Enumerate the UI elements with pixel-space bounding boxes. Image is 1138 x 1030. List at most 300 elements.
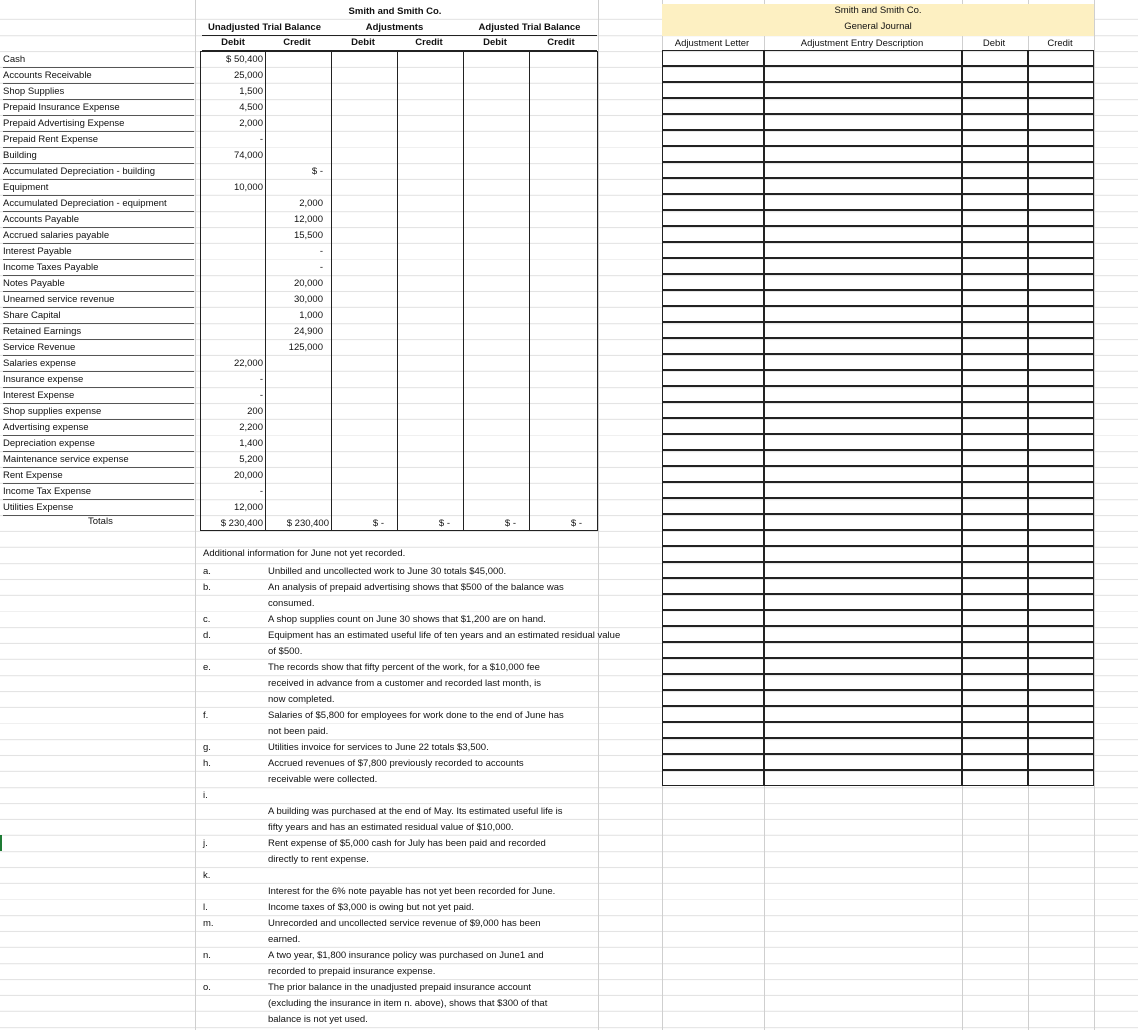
unadj-credit-cell bbox=[268, 388, 323, 403]
journal-description-cell[interactable] bbox=[764, 322, 962, 338]
info-item-text: A two year, $1,800 insurance policy was purchased on June1 and bbox=[268, 950, 544, 961]
unadj-debit-cell bbox=[202, 164, 263, 179]
journal-description-cell[interactable] bbox=[764, 178, 962, 194]
journal-debit-cell[interactable] bbox=[962, 738, 1028, 754]
journal-letter-cell[interactable] bbox=[662, 546, 764, 562]
account-name: Accounts Payable bbox=[3, 212, 194, 228]
journal-description-cell[interactable] bbox=[764, 754, 962, 770]
unadj-debit-cell: $ 50,400 bbox=[226, 54, 263, 65]
info-item-text: consumed. bbox=[268, 598, 315, 609]
journal-letter-cell[interactable] bbox=[662, 98, 764, 114]
journal-letter-cell[interactable] bbox=[662, 290, 764, 306]
unadj-debit-cell: 25,000 bbox=[233, 70, 263, 81]
journal-letter-cell[interactable] bbox=[662, 770, 764, 786]
journal-credit-cell[interactable] bbox=[1028, 194, 1094, 210]
journal-credit-cell[interactable] bbox=[1028, 562, 1094, 578]
journal-letter-cell[interactable] bbox=[662, 274, 764, 290]
journal-debit-cell[interactable] bbox=[962, 290, 1028, 306]
unadj-credit-cell bbox=[268, 180, 323, 195]
journal-credit-cell[interactable] bbox=[1028, 578, 1094, 594]
journal-description-cell[interactable] bbox=[764, 306, 962, 322]
journal-letter-cell[interactable] bbox=[662, 514, 764, 530]
unadj-credit-cell bbox=[268, 484, 323, 499]
info-item-text: recorded to prepaid insurance expense. bbox=[268, 966, 436, 977]
journal-letter-cell[interactable] bbox=[662, 258, 764, 274]
journal-letter-cell[interactable] bbox=[662, 162, 764, 178]
journal-debit-cell[interactable] bbox=[962, 658, 1028, 674]
journal-credit-cell[interactable] bbox=[1028, 418, 1094, 434]
info-item-letter: n. bbox=[203, 950, 211, 961]
journal-letter-cell[interactable] bbox=[662, 706, 764, 722]
journal-debit-cell[interactable] bbox=[962, 258, 1028, 274]
unadj-debit-cell bbox=[202, 340, 263, 355]
journal-letter-cell[interactable] bbox=[662, 690, 764, 706]
unadj-credit-cell bbox=[268, 68, 323, 83]
journal-description-cell[interactable] bbox=[764, 690, 962, 706]
journal-debit-cell[interactable] bbox=[962, 338, 1028, 354]
journal-credit-cell[interactable] bbox=[1028, 242, 1094, 258]
journal-debit-cell[interactable] bbox=[962, 546, 1028, 562]
info-item-letter: e. bbox=[203, 662, 211, 673]
info-item-letter: h. bbox=[203, 758, 211, 769]
info-item-letter: l. bbox=[203, 902, 208, 913]
journal-letter-cell[interactable] bbox=[662, 754, 764, 770]
journal-credit-cell[interactable] bbox=[1028, 322, 1094, 338]
journal-letter-cell[interactable] bbox=[662, 578, 764, 594]
adj-credit-header: Credit bbox=[415, 37, 443, 48]
journal-description-cell[interactable] bbox=[764, 418, 962, 434]
info-item-text: Interest for the 6% note payable has not yet been recorded for June. bbox=[268, 886, 556, 897]
journal-credit-cell[interactable] bbox=[1028, 690, 1094, 706]
unadj-credit-cell bbox=[268, 356, 323, 371]
unadj-debit-cell bbox=[202, 292, 263, 307]
journal-letter-cell[interactable] bbox=[662, 402, 764, 418]
account-name: Income Taxes Payable bbox=[3, 260, 194, 276]
journal-letter-cell[interactable] bbox=[662, 562, 764, 578]
journal-credit-cell[interactable] bbox=[1028, 770, 1094, 786]
account-name: Unearned service revenue bbox=[3, 292, 194, 308]
journal-description-cell[interactable] bbox=[764, 642, 962, 658]
journal-credit-cell[interactable] bbox=[1028, 482, 1094, 498]
journal-letter-cell[interactable] bbox=[662, 434, 764, 450]
journal-description-cell[interactable] bbox=[764, 210, 962, 226]
account-name: Accrued salaries payable bbox=[3, 228, 194, 244]
account-name: Accumulated Depreciation - equipment bbox=[3, 196, 194, 212]
journal-letter-cell[interactable] bbox=[662, 194, 764, 210]
account-name: Insurance expense bbox=[3, 372, 194, 388]
account-name: Income Tax Expense bbox=[3, 484, 194, 500]
journal-debit-cell[interactable] bbox=[962, 386, 1028, 402]
journal-description-cell[interactable] bbox=[764, 610, 962, 626]
journal-letter-cell[interactable] bbox=[662, 226, 764, 242]
journal-credit-cell[interactable] bbox=[1028, 642, 1094, 658]
unadj-debit-cell: - bbox=[259, 134, 263, 145]
journal-debit-cell[interactable] bbox=[962, 354, 1028, 370]
journal-description-cell[interactable] bbox=[764, 466, 962, 482]
journal-description-cell[interactable] bbox=[764, 114, 962, 130]
info-item-letter: a. bbox=[203, 566, 211, 577]
info-item-text: Accrued revenues of $7,800 previously recorded to accounts bbox=[268, 758, 524, 769]
journal-description-cell[interactable] bbox=[764, 770, 962, 786]
account-name: Prepaid Advertising Expense bbox=[3, 116, 194, 132]
journal-debit-cell[interactable] bbox=[962, 130, 1028, 146]
info-item-text: The records show that fifty percent of the work, for a $10,000 fee bbox=[268, 662, 540, 673]
total-adj-credit: $ - bbox=[438, 518, 450, 529]
journal-description-cell[interactable] bbox=[764, 546, 962, 562]
account-name: Maintenance service expense bbox=[3, 452, 194, 468]
journal-credit-cell[interactable] bbox=[1028, 514, 1094, 530]
journal-debit-cell[interactable] bbox=[962, 162, 1028, 178]
account-name: Accounts Receivable bbox=[3, 68, 194, 84]
info-item-letter: f. bbox=[203, 710, 209, 721]
journal-description-cell[interactable] bbox=[764, 674, 962, 690]
journal-description-cell[interactable] bbox=[764, 386, 962, 402]
journal-title: General Journal bbox=[844, 21, 912, 32]
journal-credit-cell[interactable] bbox=[1028, 546, 1094, 562]
journal-letter-cell[interactable] bbox=[662, 658, 764, 674]
journal-credit-cell[interactable] bbox=[1028, 434, 1094, 450]
journal-credit-cell[interactable] bbox=[1028, 290, 1094, 306]
journal-credit-cell[interactable] bbox=[1028, 146, 1094, 162]
unadj-credit-cell: 24,900 bbox=[293, 326, 323, 337]
journal-letter-cell[interactable] bbox=[662, 82, 764, 98]
total-unadj-credit: $ 230,400 bbox=[286, 518, 329, 529]
info-item-text: balance is not yet used. bbox=[268, 1014, 368, 1025]
journal-description-cell[interactable] bbox=[764, 50, 962, 66]
unadj-debit-header: Debit bbox=[221, 37, 245, 48]
grid-column-line bbox=[598, 0, 599, 1030]
journal-description-cell[interactable] bbox=[764, 226, 962, 242]
journal-letter-cell[interactable] bbox=[662, 530, 764, 546]
journal-description-cell[interactable] bbox=[764, 274, 962, 290]
unadj-credit-cell bbox=[268, 132, 323, 147]
info-item-text: Equipment has an estimated useful life of ten years and an estimated residual value bbox=[268, 630, 621, 641]
journal-description-cell[interactable] bbox=[764, 162, 962, 178]
journal-description-cell[interactable] bbox=[764, 626, 962, 642]
unadj-debit-cell: 1,500 bbox=[239, 86, 263, 97]
journal-credit-cell[interactable] bbox=[1028, 370, 1094, 386]
unadj-debit-cell: - bbox=[259, 374, 263, 385]
unadj-debit-cell bbox=[202, 308, 263, 323]
journal-description-cell[interactable] bbox=[764, 706, 962, 722]
journal-credit-cell[interactable] bbox=[1028, 706, 1094, 722]
journal-letter-cell[interactable] bbox=[662, 66, 764, 82]
journal-letter-cell[interactable] bbox=[662, 114, 764, 130]
journal-debit-cell[interactable] bbox=[962, 370, 1028, 386]
account-name: Prepaid Insurance Expense bbox=[3, 100, 194, 116]
atb-credit-header: Credit bbox=[547, 37, 575, 48]
unadj-credit-cell: - bbox=[319, 262, 323, 273]
unadj-debit-cell: 20,000 bbox=[233, 470, 263, 481]
journal-debit-cell[interactable] bbox=[962, 226, 1028, 242]
journal-letter-cell[interactable] bbox=[662, 50, 764, 66]
unadj-credit-cell bbox=[268, 452, 323, 467]
unadjusted-trial-balance-header: Unadjusted Trial Balance bbox=[208, 22, 321, 33]
info-item-text: received in advance from a customer and recorded last month, is bbox=[268, 678, 541, 689]
journal-description-cell[interactable] bbox=[764, 498, 962, 514]
info-item-text: fifty years and has an estimated residual value of $10,000. bbox=[268, 822, 514, 833]
unadj-debit-cell: 74,000 bbox=[233, 150, 263, 161]
journal-debit-cell[interactable] bbox=[962, 274, 1028, 290]
unadj-debit-cell: 5,200 bbox=[239, 454, 263, 465]
journal-debit-cell[interactable] bbox=[962, 418, 1028, 434]
account-name: Retained Earnings bbox=[3, 324, 194, 340]
journal-debit-cell[interactable] bbox=[962, 466, 1028, 482]
journal-credit-cell[interactable] bbox=[1028, 658, 1094, 674]
account-name: Building bbox=[3, 148, 194, 164]
account-name: Accumulated Depreciation - building bbox=[3, 164, 194, 180]
info-item-text: The prior balance in the unadjusted prepaid insurance account bbox=[268, 982, 532, 993]
journal-debit-cell[interactable] bbox=[962, 530, 1028, 546]
account-name: Utilities Expense bbox=[3, 500, 194, 516]
journal-description-cell[interactable] bbox=[764, 450, 962, 466]
journal-debit-cell[interactable] bbox=[962, 482, 1028, 498]
journal-debit-cell[interactable] bbox=[962, 178, 1028, 194]
journal-credit-cell[interactable] bbox=[1028, 386, 1094, 402]
account-name: Share Capital bbox=[3, 308, 194, 324]
unadj-debit-cell: - bbox=[259, 390, 263, 401]
grid-column-line bbox=[1094, 0, 1095, 1030]
header-underline bbox=[202, 35, 597, 36]
info-item-text: Income taxes of $3,000 is owing but not yet paid. bbox=[268, 902, 474, 913]
info-item-text: receivable were collected. bbox=[268, 774, 378, 785]
unadj-debit-cell: - bbox=[259, 486, 263, 497]
info-item-text: Salaries of $5,800 for employees for work done to the end of June has bbox=[268, 710, 564, 721]
journal-debit-cell[interactable] bbox=[962, 450, 1028, 466]
journal-debit-cell[interactable] bbox=[962, 50, 1028, 66]
account-name: Salaries expense bbox=[3, 356, 194, 372]
journal-description-cell[interactable] bbox=[764, 82, 962, 98]
journal-letter-cell[interactable] bbox=[662, 594, 764, 610]
unadj-debit-cell: 12,000 bbox=[233, 502, 263, 513]
unadj-credit-cell bbox=[268, 436, 323, 451]
journal-letter-cell[interactable] bbox=[662, 466, 764, 482]
journal-credit-cell[interactable] bbox=[1028, 274, 1094, 290]
journal-description-cell[interactable] bbox=[764, 514, 962, 530]
journal-letter-cell[interactable] bbox=[662, 210, 764, 226]
journal-credit-cell[interactable] bbox=[1028, 738, 1094, 754]
journal-debit-cell[interactable] bbox=[962, 674, 1028, 690]
journal-credit-cell[interactable] bbox=[1028, 610, 1094, 626]
row-selection-marker bbox=[0, 835, 2, 851]
unadj-credit-cell: 30,000 bbox=[293, 294, 323, 305]
journal-debit-cell[interactable] bbox=[962, 146, 1028, 162]
unadj-debit-cell: 4,500 bbox=[239, 102, 263, 113]
journal-credit-cell[interactable] bbox=[1028, 258, 1094, 274]
journal-description-cell[interactable] bbox=[764, 402, 962, 418]
journal-description-cell[interactable] bbox=[764, 594, 962, 610]
unadj-debit-cell bbox=[202, 260, 263, 275]
unadj-debit-cell: 200 bbox=[247, 406, 263, 417]
journal-debit-cell[interactable] bbox=[962, 610, 1028, 626]
journal-credit-cell[interactable] bbox=[1028, 338, 1094, 354]
journal-debit-cell[interactable] bbox=[962, 690, 1028, 706]
journal-debit-cell[interactable] bbox=[962, 402, 1028, 418]
journal-debit-cell[interactable] bbox=[962, 242, 1028, 258]
journal-debit-cell[interactable] bbox=[962, 322, 1028, 338]
unadj-credit-header: Credit bbox=[283, 37, 311, 48]
unadj-credit-cell bbox=[268, 84, 323, 99]
adjustments-header: Adjustments bbox=[365, 22, 424, 33]
journal-debit-cell[interactable] bbox=[962, 82, 1028, 98]
unadj-debit-cell: 2,200 bbox=[239, 422, 263, 433]
journal-credit-cell[interactable] bbox=[1028, 306, 1094, 322]
unadj-credit-cell bbox=[268, 468, 323, 483]
journal-debit-cell[interactable] bbox=[962, 98, 1028, 114]
journal-debit-cell[interactable] bbox=[962, 66, 1028, 82]
journal-credit-cell[interactable] bbox=[1028, 450, 1094, 466]
journal-credit-cell[interactable] bbox=[1028, 50, 1094, 66]
journal-letter-cell[interactable] bbox=[662, 386, 764, 402]
journal-letter-cell[interactable] bbox=[662, 482, 764, 498]
unadj-debit-cell: 10,000 bbox=[233, 182, 263, 193]
unadj-debit-cell bbox=[202, 196, 263, 211]
journal-letter-cell[interactable] bbox=[662, 738, 764, 754]
journal-letter-cell[interactable] bbox=[662, 354, 764, 370]
grid-column-line bbox=[195, 0, 196, 1030]
journal-letter-cell[interactable] bbox=[662, 498, 764, 514]
adj-debit-header: Debit bbox=[351, 37, 375, 48]
journal-description-cell[interactable] bbox=[764, 242, 962, 258]
journal-description-cell[interactable] bbox=[764, 658, 962, 674]
atb-debit-header: Debit bbox=[483, 37, 507, 48]
journal-description-cell[interactable] bbox=[764, 130, 962, 146]
journal-letter-cell[interactable] bbox=[662, 322, 764, 338]
journal-credit-cell[interactable] bbox=[1028, 626, 1094, 642]
journal-letter-cell[interactable] bbox=[662, 306, 764, 322]
journal-letter-cell[interactable] bbox=[662, 674, 764, 690]
journal-description-cell[interactable] bbox=[764, 290, 962, 306]
journal-description-cell[interactable] bbox=[764, 258, 962, 274]
journal-credit-cell[interactable] bbox=[1028, 98, 1094, 114]
account-name: Advertising expense bbox=[3, 420, 194, 436]
account-name: Shop supplies expense bbox=[3, 404, 194, 420]
info-item-letter: k. bbox=[203, 870, 211, 881]
journal-description-cell[interactable] bbox=[764, 146, 962, 162]
journal-letter-cell[interactable] bbox=[662, 242, 764, 258]
journal-debit-cell[interactable] bbox=[962, 642, 1028, 658]
unadj-credit-cell: $ - bbox=[311, 166, 323, 177]
unadj-credit-cell bbox=[268, 52, 323, 67]
total-adj-debit: $ - bbox=[372, 518, 384, 529]
journal-description-cell[interactable] bbox=[764, 482, 962, 498]
journal-debit-cell[interactable] bbox=[962, 210, 1028, 226]
journal-description-cell[interactable] bbox=[764, 354, 962, 370]
journal-letter-cell[interactable] bbox=[662, 610, 764, 626]
journal-credit-cell[interactable] bbox=[1028, 722, 1094, 738]
journal-description-cell[interactable] bbox=[764, 194, 962, 210]
journal-letter-cell[interactable] bbox=[662, 626, 764, 642]
journal-description-cell[interactable] bbox=[764, 578, 962, 594]
journal-credit-cell[interactable] bbox=[1028, 754, 1094, 770]
journal-credit-cell[interactable] bbox=[1028, 178, 1094, 194]
journal-credit-cell[interactable] bbox=[1028, 498, 1094, 514]
journal-credit-cell[interactable] bbox=[1028, 226, 1094, 242]
journal-credit-cell[interactable] bbox=[1028, 130, 1094, 146]
info-item-text: Unbilled and uncollected work to June 30 totals $45,000. bbox=[268, 566, 507, 577]
info-item-text: An analysis of prepaid advertising shows that $500 of the balance was bbox=[268, 582, 564, 593]
journal-debit-cell[interactable] bbox=[962, 754, 1028, 770]
journal-description-cell[interactable] bbox=[764, 98, 962, 114]
unadj-credit-cell bbox=[268, 404, 323, 419]
journal-debit-cell[interactable] bbox=[962, 722, 1028, 738]
info-item-text: A shop supplies count on June 30 shows that $1,200 are on hand. bbox=[268, 614, 546, 625]
journal-credit-cell[interactable] bbox=[1028, 530, 1094, 546]
journal-credit-cell[interactable] bbox=[1028, 466, 1094, 482]
journal-debit-cell[interactable] bbox=[962, 594, 1028, 610]
journal-debit-cell[interactable] bbox=[962, 706, 1028, 722]
unadj-credit-cell: 2,000 bbox=[299, 198, 323, 209]
info-item-letter: c. bbox=[203, 614, 211, 625]
journal-debit-cell[interactable] bbox=[962, 770, 1028, 786]
journal-credit-cell[interactable] bbox=[1028, 594, 1094, 610]
journal-description-cell[interactable] bbox=[764, 370, 962, 386]
journal-description-cell[interactable] bbox=[764, 562, 962, 578]
account-name: Equipment bbox=[3, 180, 194, 196]
unadj-credit-cell: 15,500 bbox=[293, 230, 323, 241]
journal-credit-cell[interactable] bbox=[1028, 354, 1094, 370]
unadj-debit-cell bbox=[202, 324, 263, 339]
info-item-text: Unrecorded and uncollected service revenue of $9,000 has been bbox=[268, 918, 541, 929]
journal-company: Smith and Smith Co. bbox=[834, 5, 922, 16]
unadj-credit-cell bbox=[268, 116, 323, 131]
journal-credit-cell[interactable] bbox=[1028, 114, 1094, 130]
journal-letter-cell[interactable] bbox=[662, 370, 764, 386]
journal-debit-cell[interactable] bbox=[962, 306, 1028, 322]
unadj-credit-cell: 12,000 bbox=[293, 214, 323, 225]
info-heading: Additional information for June not yet recorded. bbox=[203, 548, 406, 559]
account-name: Prepaid Rent Expense bbox=[3, 132, 194, 148]
journal-debit-cell[interactable] bbox=[962, 114, 1028, 130]
journal-debit-cell[interactable] bbox=[962, 562, 1028, 578]
journal-col-credit: Credit bbox=[1047, 38, 1073, 49]
journal-letter-cell[interactable] bbox=[662, 146, 764, 162]
journal-description-cell[interactable] bbox=[764, 66, 962, 82]
info-item-letter: o. bbox=[203, 982, 211, 993]
journal-debit-cell[interactable] bbox=[962, 578, 1028, 594]
journal-credit-cell[interactable] bbox=[1028, 210, 1094, 226]
journal-credit-cell[interactable] bbox=[1028, 402, 1094, 418]
journal-letter-cell[interactable] bbox=[662, 338, 764, 354]
journal-letter-cell[interactable] bbox=[662, 418, 764, 434]
journal-debit-cell[interactable] bbox=[962, 498, 1028, 514]
journal-credit-cell[interactable] bbox=[1028, 162, 1094, 178]
journal-letter-cell[interactable] bbox=[662, 130, 764, 146]
info-item-text: Utilities invoice for services to June 22 totals $3,500. bbox=[268, 742, 489, 753]
journal-letter-cell[interactable] bbox=[662, 722, 764, 738]
journal-description-cell[interactable] bbox=[764, 530, 962, 546]
journal-debit-cell[interactable] bbox=[962, 626, 1028, 642]
journal-credit-cell[interactable] bbox=[1028, 66, 1094, 82]
journal-credit-cell[interactable] bbox=[1028, 82, 1094, 98]
info-item-text: earned. bbox=[268, 934, 301, 945]
journal-letter-cell[interactable] bbox=[662, 642, 764, 658]
journal-debit-cell[interactable] bbox=[962, 434, 1028, 450]
journal-description-cell[interactable] bbox=[764, 738, 962, 754]
info-item-text: A building was purchased at the end of May. Its estimated useful life is bbox=[268, 806, 563, 817]
journal-letter-cell[interactable] bbox=[662, 450, 764, 466]
unadj-credit-cell bbox=[268, 148, 323, 163]
journal-credit-cell[interactable] bbox=[1028, 674, 1094, 690]
unadj-credit-cell: 20,000 bbox=[293, 278, 323, 289]
journal-description-cell[interactable] bbox=[764, 434, 962, 450]
journal-description-cell[interactable] bbox=[764, 338, 962, 354]
journal-debit-cell[interactable] bbox=[962, 194, 1028, 210]
journal-letter-cell[interactable] bbox=[662, 178, 764, 194]
account-name: Interest Payable bbox=[3, 244, 194, 260]
journal-description-cell[interactable] bbox=[764, 722, 962, 738]
journal-debit-cell[interactable] bbox=[962, 514, 1028, 530]
